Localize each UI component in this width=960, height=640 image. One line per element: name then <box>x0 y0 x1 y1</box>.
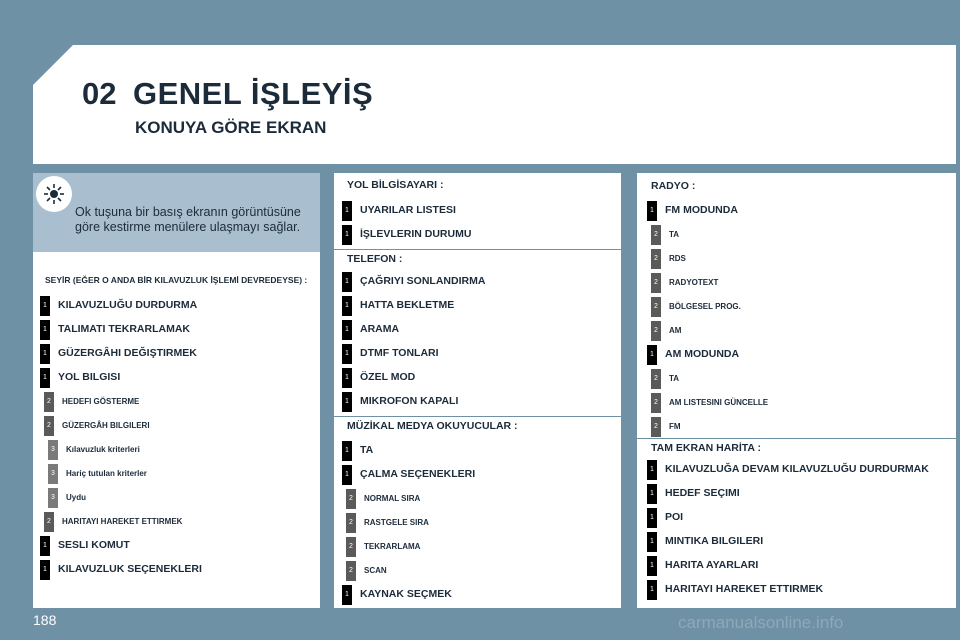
item-label: AM MODUNDA <box>665 348 740 360</box>
level-badge: 2 <box>346 561 356 581</box>
level-badge: 1 <box>647 201 657 221</box>
item-label: TA <box>669 230 680 239</box>
radio-map-panel <box>637 173 956 608</box>
divider <box>334 416 621 417</box>
item-label: İŞLEVLERIN DURUMU <box>360 228 472 240</box>
item-label: FM MODUNDA <box>665 204 738 216</box>
item-label: HARITAYI HAREKET ETTIRMEK <box>665 583 824 595</box>
level-badge: 1 <box>342 272 352 292</box>
item-label: TA <box>360 444 374 456</box>
divider <box>637 438 956 439</box>
item-label: Kılavuzluk kriterleri <box>66 445 140 454</box>
item-label: RADYOTEXT <box>669 278 719 287</box>
item-label: HEDEFI GÖSTERME <box>62 397 140 406</box>
level-badge: 1 <box>647 345 657 365</box>
page-number: 188 <box>33 612 57 628</box>
item-label: TA <box>669 374 680 383</box>
item-label: Hariç tutulan kriterler <box>66 469 147 478</box>
item-label: TEKRARLAMA <box>364 542 421 551</box>
item-label: HARITA AYARLARI <box>665 559 759 571</box>
item-label: FM <box>669 422 681 431</box>
level-badge: 1 <box>647 508 657 528</box>
level-badge: 1 <box>647 580 657 600</box>
item-label: AM <box>669 326 682 335</box>
level-badge: 1 <box>40 368 50 388</box>
level-badge: 1 <box>40 296 50 316</box>
item-label: HATTA BEKLETME <box>360 299 455 311</box>
item-label: KILAVUZLUK SEÇENEKLERI <box>58 563 202 575</box>
level-badge: 1 <box>342 344 352 364</box>
item-label: BÖLGESEL PROG. <box>669 302 741 311</box>
item-label: KAYNAK SEÇMEK <box>360 588 452 600</box>
chapter-title: GENEL İŞLEYİŞ <box>133 76 374 111</box>
functions-panel <box>334 173 621 608</box>
level-badge: 1 <box>647 556 657 576</box>
level-badge: 3 <box>48 440 58 460</box>
item-label: KILAVUZLUĞA DEVAM KILAVUZLUĞU DURDURMAK <box>665 463 929 475</box>
item-label: YOL BILGISI <box>58 371 121 383</box>
level-badge: 3 <box>48 464 58 484</box>
level-badge: 2 <box>44 392 54 412</box>
item-label: KILAVUZLUĞU DURDURMA <box>58 299 198 311</box>
level-badge: 1 <box>342 465 352 485</box>
level-badge: 2 <box>44 512 54 532</box>
level-badge: 2 <box>651 273 661 293</box>
level-badge: 1 <box>342 368 352 388</box>
level-badge: 1 <box>647 460 657 480</box>
level-badge: 1 <box>40 536 50 556</box>
navigation-panel <box>33 173 320 608</box>
item-label: RASTGELE SIRA <box>364 518 429 527</box>
level-badge: 1 <box>40 320 50 340</box>
level-badge: 2 <box>346 537 356 557</box>
item-label: ÇAĞRIYI SONLANDIRMA <box>360 275 486 287</box>
level-badge: 1 <box>342 441 352 461</box>
tip-box <box>33 173 320 252</box>
level-badge: 2 <box>651 249 661 269</box>
item-label: Uydu <box>66 493 86 502</box>
divider <box>334 249 621 250</box>
item-label: TALIMATI TEKRARLAMAK <box>58 323 191 335</box>
level-badge: 1 <box>647 532 657 552</box>
item-label: POI <box>665 511 684 523</box>
level-badge: 2 <box>651 225 661 245</box>
section-title: MÜZİKAL MEDYA OKUYUCULAR : <box>347 420 518 432</box>
level-badge: 1 <box>40 344 50 364</box>
item-label: ARAMA <box>360 323 400 335</box>
level-badge: 1 <box>342 225 352 245</box>
level-badge: 2 <box>651 417 661 437</box>
section-title: SEYİR (EĞER O ANDA BİR KILAVUZLUK İŞLEMİ DEVREDEYSE) : <box>45 275 308 285</box>
level-badge: 1 <box>342 392 352 412</box>
light-icon <box>36 176 72 212</box>
level-badge: 1 <box>342 296 352 316</box>
level-badge: 2 <box>651 369 661 389</box>
level-badge: 3 <box>48 488 58 508</box>
level-badge: 1 <box>342 585 352 605</box>
section-title: YOL BİLGİSAYARI : <box>347 179 444 191</box>
item-label: UYARILAR LISTESI <box>360 204 456 216</box>
item-label: MINTIKA BILGILERI <box>665 535 764 547</box>
level-badge: 2 <box>346 513 356 533</box>
item-label: HEDEF SEÇIMI <box>665 487 740 499</box>
item-label: GÜZERGÂHI DEĞIŞTIRMEK <box>58 347 197 359</box>
level-badge: 2 <box>346 489 356 509</box>
item-label: GÜZERGÂH BILGILERI <box>62 421 150 430</box>
chapter-number: 02 <box>82 76 117 111</box>
level-badge: 2 <box>651 321 661 341</box>
item-label: NORMAL SIRA <box>364 494 421 503</box>
level-badge: 2 <box>651 297 661 317</box>
level-badge: 2 <box>651 393 661 413</box>
item-label: RDS <box>669 254 686 263</box>
level-badge: 1 <box>342 320 352 340</box>
item-label: MIKROFON KAPALI <box>360 395 459 407</box>
tip-text: Ok tuşuna bir basış ekranın görüntüsüne göre kestirme menülere ulaşmayı sağlar. <box>75 205 301 234</box>
watermark: carmanualsonline.info <box>678 613 844 632</box>
section-title: TAM EKRAN HARİTA : <box>651 442 762 454</box>
level-badge: 2 <box>44 416 54 436</box>
level-badge: 1 <box>647 484 657 504</box>
item-label: DTMF TONLARI <box>360 347 439 359</box>
level-badge: 1 <box>342 201 352 221</box>
chapter-subtitle: KONUYA GÖRE EKRAN <box>135 118 327 137</box>
item-label: SESLI KOMUT <box>58 539 130 551</box>
item-label: AM LISTESINI GÜNCELLE <box>669 398 769 407</box>
item-label: SCAN <box>364 566 387 575</box>
section-title: TELEFON : <box>347 253 403 265</box>
level-badge: 1 <box>40 560 50 580</box>
item-label: ÇALMA SEÇENEKLERI <box>360 468 476 480</box>
item-label: HARITAYI HAREKET ETTIRMEK <box>62 517 183 526</box>
item-label: ÖZEL MOD <box>360 371 416 383</box>
section-title: RADYO : <box>651 180 696 192</box>
